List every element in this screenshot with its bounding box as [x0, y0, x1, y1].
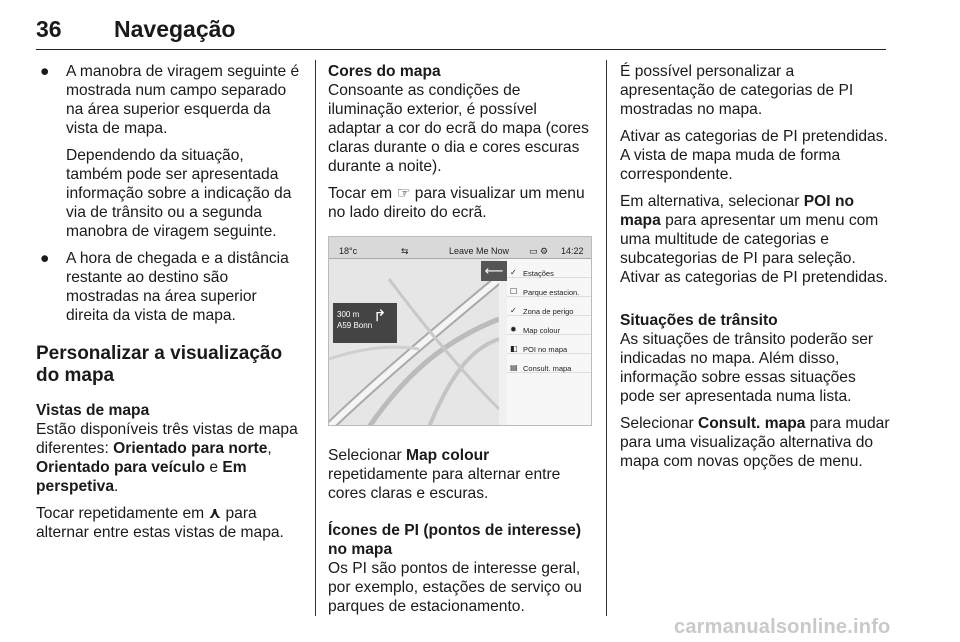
paragraph: Selecionar Map colour repetidamente para alternar entre cores claras e escuras.: [328, 447, 561, 502]
page-number: 36: [36, 16, 62, 42]
paragraph: Tocar em ☞ para visualizar um menu no lado direito do ecrã.: [328, 185, 585, 221]
usb-icon: ⇆: [401, 246, 409, 256]
map-screen-image: [328, 236, 592, 426]
back-arrow-icon: ⟵: [481, 261, 507, 281]
bullet-dot: ●: [40, 250, 50, 267]
screen-title: Leave Me Now: [449, 246, 510, 256]
screen-icons: ▭ ⚙: [529, 246, 549, 256]
column-2: [328, 62, 593, 624]
menu-item: ✹ Map colour: [507, 316, 592, 335]
bullet-dot: ●: [40, 63, 50, 80]
section-title: Personalizar a visualização do mapa: [36, 343, 283, 386]
menu-item: ◧ POI no mapa: [507, 335, 592, 354]
checkbox-checked-icon: ✓: [510, 268, 517, 277]
menu-item: ✓ Zona de perigo: [507, 297, 592, 316]
bullet-continuation: Dependendo da situação, também pode ser apresentada informação sobre a indicação da via de trânsito ou a segunda manobra de viragem seguinte.: [66, 147, 292, 240]
column-divider: [606, 60, 607, 616]
bullet-text: A manobra de viragem seguinte é mostrada num campo separado na área superior esquerda da vista de mapa.: [66, 63, 300, 137]
column-3: [620, 62, 890, 479]
map-area: [329, 259, 499, 426]
paragraph: Tocar repetidamente em ⋏ para alternar entre estas vistas de mapa.: [36, 505, 284, 541]
paragraph: As situações de trânsito poderão ser indicadas no mapa. Além disso, informação sobre essas situações pode ser apresentada numa lista.: [620, 331, 874, 405]
checkbox-checked-icon: ✓: [510, 306, 517, 315]
paragraph: Os PI são pontos de interesse geral, por exemplo, estações de serviço ou parques de estacionamento.: [328, 560, 582, 615]
subheading: Cores do mapa: [328, 63, 441, 80]
subheading: Ícones de PI (pontos de interesse) no mapa: [328, 522, 582, 558]
column-1: [36, 62, 302, 550]
checkbox-empty-icon: ☐: [510, 287, 518, 296]
menu-icon: ☞: [396, 185, 411, 202]
paragraph: Estão disponíveis três vistas de mapa diferentes: Orientado para norte, Orientado para veículo e Em perspetiva.: [36, 421, 298, 495]
paragraph: É possível personalizar a apresentação de categorias de PI mostradas no mapa.: [620, 63, 854, 118]
sun-icon: ✹: [510, 325, 517, 334]
clock: 14:22: [561, 246, 584, 256]
menu-item: ☐ Parque estacion.: [507, 278, 592, 297]
subheading: Situações de trânsito: [620, 312, 778, 329]
screen-status-bar: [329, 237, 591, 259]
paragraph: Selecionar Consult. mapa para mudar para uma visualização alternativa do mapa com novas opções de menu.: [620, 415, 890, 470]
bullet-item: [36, 62, 302, 138]
menu-item: ✓ Estações: [507, 259, 592, 278]
bullet-item: [36, 249, 302, 325]
column-divider: [315, 60, 316, 616]
subheading: Vistas de mapa: [36, 402, 150, 419]
next-maneuver-box: 300 m A59 Bonn ↱: [333, 303, 397, 343]
paragraph: Em alternativa, selecionar POI no mapa para apresentar um menu com uma multitude de categorias e subcategorias de PI para seleção. Ativar as categorias de PI pretendidas.: [620, 193, 888, 286]
map-view-icon: ⋏: [208, 505, 222, 522]
menu-item: ▤ Consult. mapa: [507, 354, 592, 373]
page-title: Navegação: [114, 16, 236, 42]
watermark: carmanualsonline.info: [674, 616, 891, 638]
page-header: [36, 6, 886, 50]
temperature: 18°c: [339, 246, 358, 256]
paragraph: Consoante as condições de iluminação exterior, é possível adaptar a cor do ecrã do mapa (cores claras durante o dia e cores escuras durante a noite).: [328, 82, 589, 175]
map-side-menu: [507, 259, 592, 426]
poi-icon: ◧: [510, 344, 518, 353]
turn-right-icon: ↱: [373, 308, 387, 325]
bullet-text: A hora de chegada e a distância restante ao destino são mostradas na área superior direita da vista de mapa.: [66, 250, 289, 324]
paragraph: Ativar as categorias de PI pretendidas. A vista de mapa muda de forma correspondente.: [620, 128, 888, 183]
list-icon: ▤: [510, 363, 518, 372]
